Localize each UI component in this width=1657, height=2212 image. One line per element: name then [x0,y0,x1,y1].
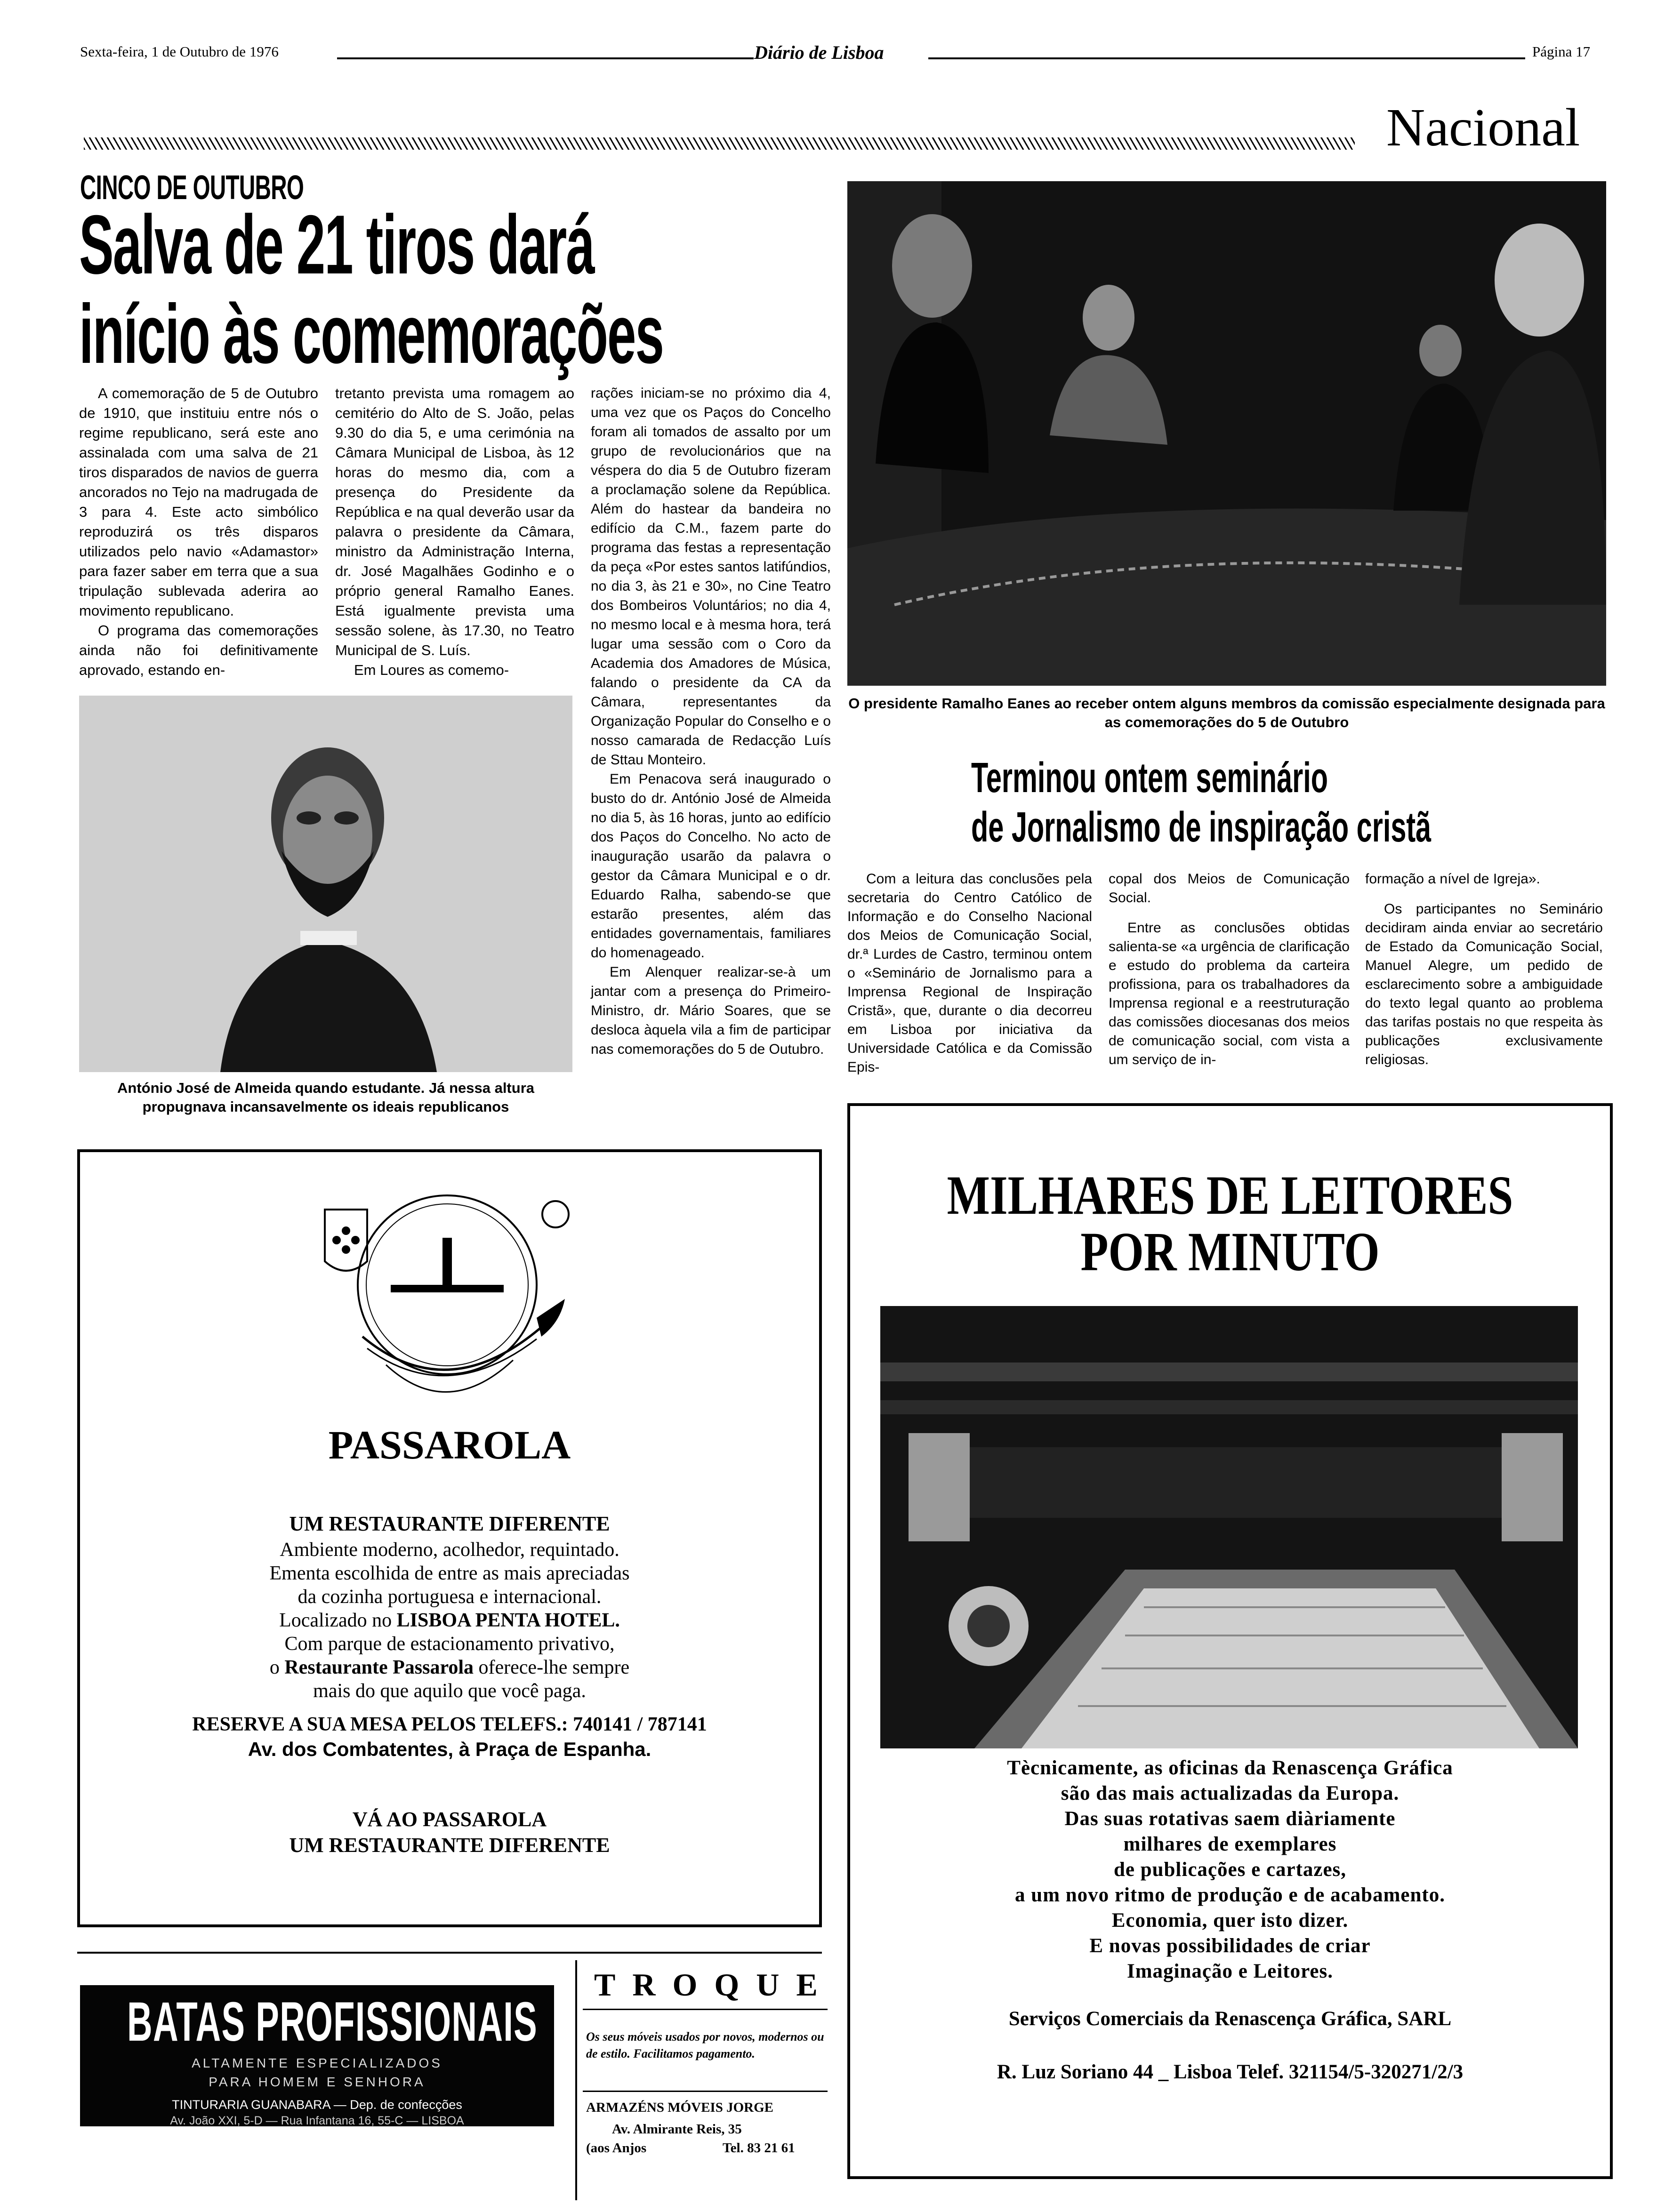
batas-shop: TINTURARIA GUANABARA — Dep. de confecções [172,2098,462,2112]
leitores-line: Imaginação e Leitores. [1127,1960,1333,1982]
article-paragraph: Os participantes no Seminário decidiram ainda enviar ao secretário de Estado da Comunicação Social, Manuel Alegre, um pedido de esclarecimento sobre a ambiguidade do texto legal quanto ao problema das tarifas postais no que respeita às publicações exclusivamente religiosas. [1365,901,1603,1067]
article-paragraph: formação a nível de Igreja». [1365,871,1540,887]
press-photo [880,1306,1578,1748]
troque-address: Av. Almirante Reis, 35 [612,2122,742,2137]
article-paragraph: rações iniciam-se no próximo dia 4, uma vez que os Paços do Concelho foram ali tomados de assalto por um grupo de revolucionários que na véspera do dia 5 de Outubro fizeram a proclamação solene da República. Além do hastear da bandeira no edifício da C.M., fazem parte do programa das festas a representação da peça «Por estes santos latifúndios, no dia 3, às 21 e 30», no Cine Teatro dos Bombeiros Voluntários; no dia 4, no mesmo local e à mesma hora, terá lugar uma sessão com o Coro da Academia dos Amadores de Música, falando o presidente da CA da Câmara, representantes da Organização Popular do Conselho e o nosso camarada de Redacção Luís de Sttau Monteiro. [591,385,831,768]
leitores-line: a um novo ritmo de produção e de acabamento. [1015,1884,1445,1906]
article-paragraph: Com a leitura das conclusões pela secretaria do Centro Católico de Informação e do Conselho Nacional dos Meios de Comunicação Social, dr.ª Lurdes de Castro, terminou ontem o «Seminário de Jornalismo para a Imprensa Regional de Inspiração Cristã», que, durante o dia decorreu em Lisboa por iniciativa da Universidade Católica e da Comissão Epis- [847,871,1092,1075]
leitores-body [847,1755,1613,1984]
troque-rule [583,2009,828,2010]
passarola-text: oferece-lhe sempre [474,1657,630,1678]
batas-subtitle-1: ALTAMENTE ESPECIALIZADOS [192,2056,442,2070]
leitores-line: E novas possibilidades de criar [1089,1935,1371,1957]
article-paragraph: O programa das comemorações ainda não foi definitivamente aprovado, estando en- [79,622,318,678]
leitores-line: Tècnicamente, as oficinas da Renascença Gráfica [1007,1757,1453,1779]
article-paragraph: Em Alenquer realizar-se-à um jantar com a presença do Primeiro-Ministro, dr. Mário Soares, que se desloca àquela vila a fim de participar nas comemorações do 5 de Outubro. [591,964,831,1057]
article-headline-line1: Salva de 21 tiros dará [79,198,594,291]
leitores-title-2: POR MINUTO [1080,1221,1380,1282]
leitores-line: Economia, quer isto dizer. [1111,1909,1349,1931]
meeting-photo [847,181,1606,686]
passarola-address: Av. dos Combatentes, à Praça de Espanha. [248,1738,652,1760]
portrait-photo [79,696,572,1072]
passarola-cta-1: VÁ AO PASSAROLA [352,1808,547,1831]
portrait-illustration [79,696,572,1072]
article-paragraph: copal dos Meios de Comunicação Social. [1109,871,1350,906]
passarola-line: Ambiente moderno, acolhedor, requintado. [280,1539,619,1561]
leitores-line: são das mais actualizadas da Europa. [1061,1782,1400,1804]
portrait-caption: António José de Almeida quando estudante. Já nessa altura propugnava incansavelmente os ideais republicanos [117,1080,534,1115]
ads-divider [77,1952,822,1954]
leitores-company: Serviços Comerciais da Renascença Gráfica, SARL [1008,2008,1452,2030]
troque-area: (aos Anjos [586,2140,647,2156]
seminar-column-2 [1109,870,1350,1069]
passarola-hotel: LISBOA PENTA HOTEL. [396,1610,620,1631]
passarola-restaurant: Restaurante Passarola [284,1657,474,1678]
leitores-line: de publicações e cartazes, [1113,1859,1347,1881]
leitores-title-1: MILHARES DE LEITORES [947,1164,1513,1226]
issue-date: Sexta-feira, 1 de Outubro de 1976 [80,43,279,60]
troque-tel: Tel. 83 21 61 [723,2140,795,2156]
article-paragraph: tretanto prevista uma romagem ao cemitério do Alto de S. João, pelas 9.30 do dia 5, e uma cerimónia na Câmara Municipal de Lisboa, às 12 horas do mesmo dia, com a presença do Presidente da República e na qual deverão usar da palavra o presidente da Câmara, ministro da Administração Interna, dr. José Magalhães Godinho e o próprio general Ramalho Eanes. Está igualmente prevista uma sessão solene, às 17.30, no Teatro Municipal de S. Luís. [335,385,574,658]
section-title: Nacional [1386,97,1580,157]
passarola-reserve: RESERVE A SUA MESA PELOS TELEFS.: 740141 / 787141 [192,1714,707,1735]
masthead-rule-left [337,57,754,59]
passarola-tagline: UM RESTAURANTE DIFERENTE [289,1512,610,1535]
seminar-headline-line1: Terminou ontem seminário [971,754,1328,801]
passarola-body [77,1538,822,1703]
article-headline-line2: início às comemorações [79,287,664,381]
batas-subtitle-2: PARA HOMEM E SENHORA [209,2075,426,2089]
newspaper-name: Diário de Lisboa [754,42,884,63]
troque-rule-2 [583,2091,828,2092]
article-paragraph: Em Loures as comemo- [354,662,509,678]
passarola-line: Com parque de estacionamento privativo, [284,1633,615,1655]
article-paragraph: Em Penacova será inaugurado o busto do dr. António José de Almeida no dia 5, às 16 horas, junto ao edifício dos Paços do Concelho. No acto de inauguração usarão da palavra o gestor da Câmara Municipal e o dr. Eduardo Ralha, sabendo-se que estarão presentes, além das entidades governamentais, familiares do homenageado. [591,771,831,961]
article-column-2 [335,384,574,680]
passarola-line: mais do que aquilo que você paga. [313,1680,586,1702]
passarola-text: o [269,1657,285,1678]
leitores-line: milhares de exemplares [1123,1833,1337,1855]
seminar-column-3 [1365,870,1603,1069]
article-kicker: CINCO DE OUTUBRO [80,169,304,207]
seminar-headline-line2: de Jornalismo de inspiração cristã [971,804,1432,851]
passarola-name: PASSAROLA [328,1422,571,1467]
passarola-line [77,1656,822,1679]
press-illustration [880,1306,1578,1748]
troque-shop: ARMAZÉNS MÓVEIS JORGE [586,2100,773,2115]
article-column-3 [591,384,831,1059]
article-paragraph: A comemoração de 5 de Outubro de 1910, que instituiu entre nós o regime republicano, será este ano assinalada com uma salva de 21 tiros disparados de navios de guerra ancorados no Tejo na madrugada de 3 para 4. Este acto simbólico reproduzirá os três disparos utilizados pelo navio «Adamastor» para fazer saber em terra que a sua tripulação sublevada aderira ao movimento republicano. [79,385,318,619]
troque-body: Os seus móveis usados por novos, modernos ou de estilo. Facilitamos pagamento. [586,2030,824,2060]
masthead-rule-right [928,57,1525,59]
leitores-contact: R. Luz Soriano 44 _ Lisboa Telef. 321154/5-320271/2/3 [997,2061,1464,2083]
passarola-logo [306,1186,588,1421]
passarola-cta-2: UM RESTAURANTE DIFERENTE [289,1834,610,1857]
batas-address: Av. João XXI, 5-D — Rua Infantana 16, 55-C — LISBOA [170,2114,464,2127]
batas-title: BATAS PROFISSIONAIS [127,1991,538,2053]
leitores-line: Das suas rotativas saem diàriamente [1064,1808,1396,1830]
passarola-line [77,1609,822,1632]
troque-border [575,1960,577,2200]
passarola-line: Ementa escolhida de entre as mais apreciadas [269,1563,630,1584]
article-paragraph: Entre as conclusões obtidas salienta-se «a urgência de clarificação e estudo do problema da carteira profissiona, para os trabalhadores da Imprensa regional e a reestruturação das comissões diocesanas dos meios de comunicação social, com vista a um serviço de in- [1109,920,1350,1067]
meeting-caption: O presidente Ramalho Eanes ao receber ontem alguns membros da comissão especialmente designada para as comemorações do 5 de Outubro [848,695,1605,730]
section-hatch-bar [84,137,1355,150]
meeting-illustration [847,181,1606,686]
passarola-line: da cozinha portuguesa e internacional. [298,1586,602,1608]
passarola-text: Localizado no [279,1610,397,1631]
article-column-1 [79,384,318,680]
troque-title: TROQUE [594,1967,835,2003]
page-number: Página 17 [1532,43,1591,60]
seminar-column-1 [847,870,1092,1077]
